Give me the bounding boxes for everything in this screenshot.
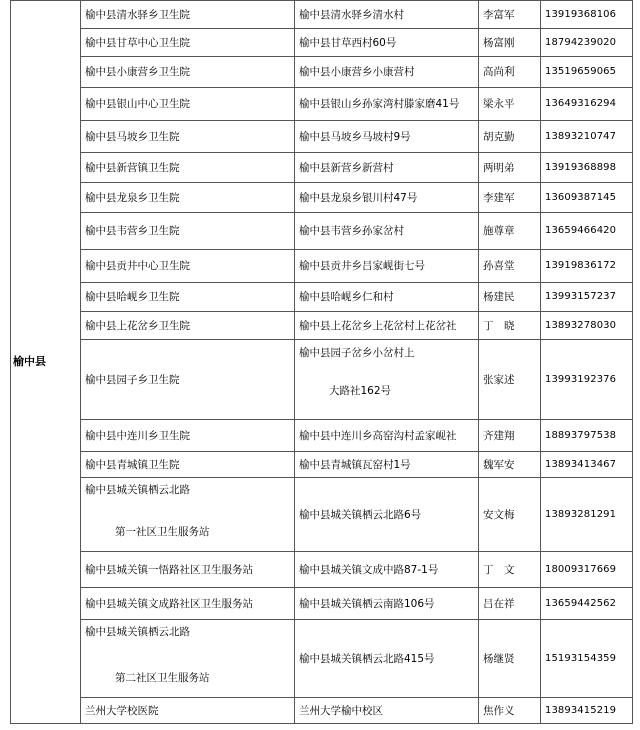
table-row <box>11 29 633 57</box>
name-spacer <box>85 639 294 671</box>
contact-person: 安文梅 <box>479 478 541 552</box>
clinic-name: 榆中县新营镇卫生院 <box>81 153 295 183</box>
clinic-name-multiline <box>81 478 295 552</box>
table-row <box>11 57 633 88</box>
clinic-table-frame <box>10 0 640 724</box>
phone-number: 13893278030 <box>541 312 633 340</box>
clinic-address: 兰州大学榆中校区 <box>295 698 479 724</box>
table-row <box>11 250 633 283</box>
phone-number: 18009317669 <box>541 552 633 588</box>
name-spacer <box>85 497 294 525</box>
contact-person: 丁 晓 <box>479 312 541 340</box>
table-row <box>11 452 633 478</box>
clinic-address: 榆中县韦营乡孙家岔村 <box>295 213 479 250</box>
contact-person: 丁 文 <box>479 552 541 588</box>
contact-person: 孙喜堂 <box>479 250 541 283</box>
contact-person: 杨建民 <box>479 283 541 312</box>
clinic-name: 榆中县龙泉乡卫生院 <box>81 183 295 213</box>
table-row <box>11 420 633 452</box>
clinic-address: 榆中县中连川乡高窑沟村孟家岘社 <box>295 420 479 452</box>
clinic-name: 榆中县上花岔乡卫生院 <box>81 312 295 340</box>
clinic-name: 榆中县中连川乡卫生院 <box>81 420 295 452</box>
phone-number: 13893210747 <box>541 121 633 153</box>
clinic-table-body <box>11 1 633 724</box>
address-spacer <box>299 360 478 384</box>
table-row <box>11 340 633 420</box>
table-row <box>11 312 633 340</box>
clinic-name: 榆中县城关镇栖云北路 <box>85 484 190 496</box>
table-row <box>11 698 633 724</box>
phone-number: 13649316294 <box>541 88 633 121</box>
phone-number: 13993157237 <box>541 283 633 312</box>
clinic-name: 榆中县城关镇栖云北路 <box>85 626 190 638</box>
phone-number: 13519659065 <box>541 57 633 88</box>
phone-number: 13893415219 <box>541 698 633 724</box>
table-row <box>11 88 633 121</box>
clinic-address: 榆中县城关镇文成中路87-1号 <box>295 552 479 588</box>
county-cell: 榆中县 <box>11 1 81 724</box>
clinic-address: 榆中县清水驿乡清水村 <box>295 1 479 29</box>
table-row <box>11 121 633 153</box>
contact-person: 焦作义 <box>479 698 541 724</box>
clinic-address: 榆中县城关镇栖云南路106号 <box>295 588 479 620</box>
contact-person: 魏军安 <box>479 452 541 478</box>
table-row <box>11 478 633 552</box>
phone-number: 18794239020 <box>541 29 633 57</box>
clinic-address: 榆中县马坡乡马坡村9号 <box>295 121 479 153</box>
table-row <box>11 213 633 250</box>
contact-person: 齐建翔 <box>479 420 541 452</box>
phone-number: 13993192376 <box>541 340 633 420</box>
contact-person: 李富军 <box>479 1 541 29</box>
table-row <box>11 1 633 29</box>
clinic-name: 榆中县马坡乡卫生院 <box>81 121 295 153</box>
phone-number: 13893413467 <box>541 452 633 478</box>
clinic-address: 榆中县上花岔乡上花岔村上花岔社 <box>295 312 479 340</box>
clinic-name: 榆中县园子乡卫生院 <box>81 340 295 420</box>
clinic-address-multiline <box>295 340 479 420</box>
contact-person: 高尚利 <box>479 57 541 88</box>
clinic-address: 榆中县龙泉乡银川村47号 <box>295 183 479 213</box>
phone-number: 18893797538 <box>541 420 633 452</box>
table-row <box>11 620 633 698</box>
table-row <box>11 588 633 620</box>
table-row <box>11 153 633 183</box>
clinic-address: 榆中县银山乡孙家湾村滕家磨41号 <box>295 88 479 121</box>
contact-person: 李建军 <box>479 183 541 213</box>
contact-person: 吕在祥 <box>479 588 541 620</box>
clinic-address: 榆中县贡井乡吕家岘街七号 <box>295 250 479 283</box>
clinic-name: 榆中县城关镇一悟路社区卫生服务站 <box>81 552 295 588</box>
table-row <box>11 552 633 588</box>
clinic-address: 榆中县小康营乡小康营村 <box>295 57 479 88</box>
contact-person: 杨富刚 <box>479 29 541 57</box>
table-row <box>11 283 633 312</box>
contact-person: 梁永平 <box>479 88 541 121</box>
clinic-address: 榆中县城关镇栖云北路6号 <box>295 478 479 552</box>
clinic-address: 榆中县青城镇瓦窑村1号 <box>295 452 479 478</box>
clinic-address-line2: 大路社162号 <box>329 385 392 397</box>
clinic-table <box>10 0 633 724</box>
contact-person: 张家述 <box>479 340 541 420</box>
clinic-name: 榆中县清水驿乡卫生院 <box>81 1 295 29</box>
clinic-name: 兰州大学校医院 <box>81 698 295 724</box>
clinic-name: 榆中县贡井中心卫生院 <box>81 250 295 283</box>
clinic-name: 榆中县哈岘乡卫生院 <box>81 283 295 312</box>
phone-number: 13919836172 <box>541 250 633 283</box>
phone-number: 13919368106 <box>541 1 633 29</box>
clinic-name-multiline <box>81 620 295 698</box>
table-row <box>11 183 633 213</box>
clinic-name: 榆中县青城镇卫生院 <box>81 452 295 478</box>
contact-person: 胡克勤 <box>479 121 541 153</box>
phone-number: 15193154359 <box>541 620 633 698</box>
clinic-name: 榆中县小康营乡卫生院 <box>81 57 295 88</box>
contact-person: 施尊章 <box>479 213 541 250</box>
contact-person: 杨继贤 <box>479 620 541 698</box>
clinic-name-line2: 第二社区卫生服务站 <box>115 672 210 684</box>
phone-number: 13659466420 <box>541 213 633 250</box>
clinic-name-line2: 第一社区卫生服务站 <box>115 526 210 538</box>
clinic-name: 榆中县银山中心卫生院 <box>81 88 295 121</box>
clinic-address: 榆中县园子岔乡小岔村上 <box>299 347 415 359</box>
phone-number: 13893281291 <box>541 478 633 552</box>
clinic-address: 榆中县新营乡新营村 <box>295 153 479 183</box>
clinic-address: 榆中县哈岘乡仁和村 <box>295 283 479 312</box>
phone-number: 13609387145 <box>541 183 633 213</box>
clinic-name: 榆中县甘草中心卫生院 <box>81 29 295 57</box>
clinic-name: 榆中县城关镇文成路社区卫生服务站 <box>81 588 295 620</box>
clinic-address: 榆中县甘草西村60号 <box>295 29 479 57</box>
phone-number: 13659442562 <box>541 588 633 620</box>
clinic-address: 榆中县城关镇栖云北路415号 <box>295 620 479 698</box>
phone-number: 13919368898 <box>541 153 633 183</box>
clinic-name: 榆中县韦营乡卫生院 <box>81 213 295 250</box>
contact-person: 两明弟 <box>479 153 541 183</box>
